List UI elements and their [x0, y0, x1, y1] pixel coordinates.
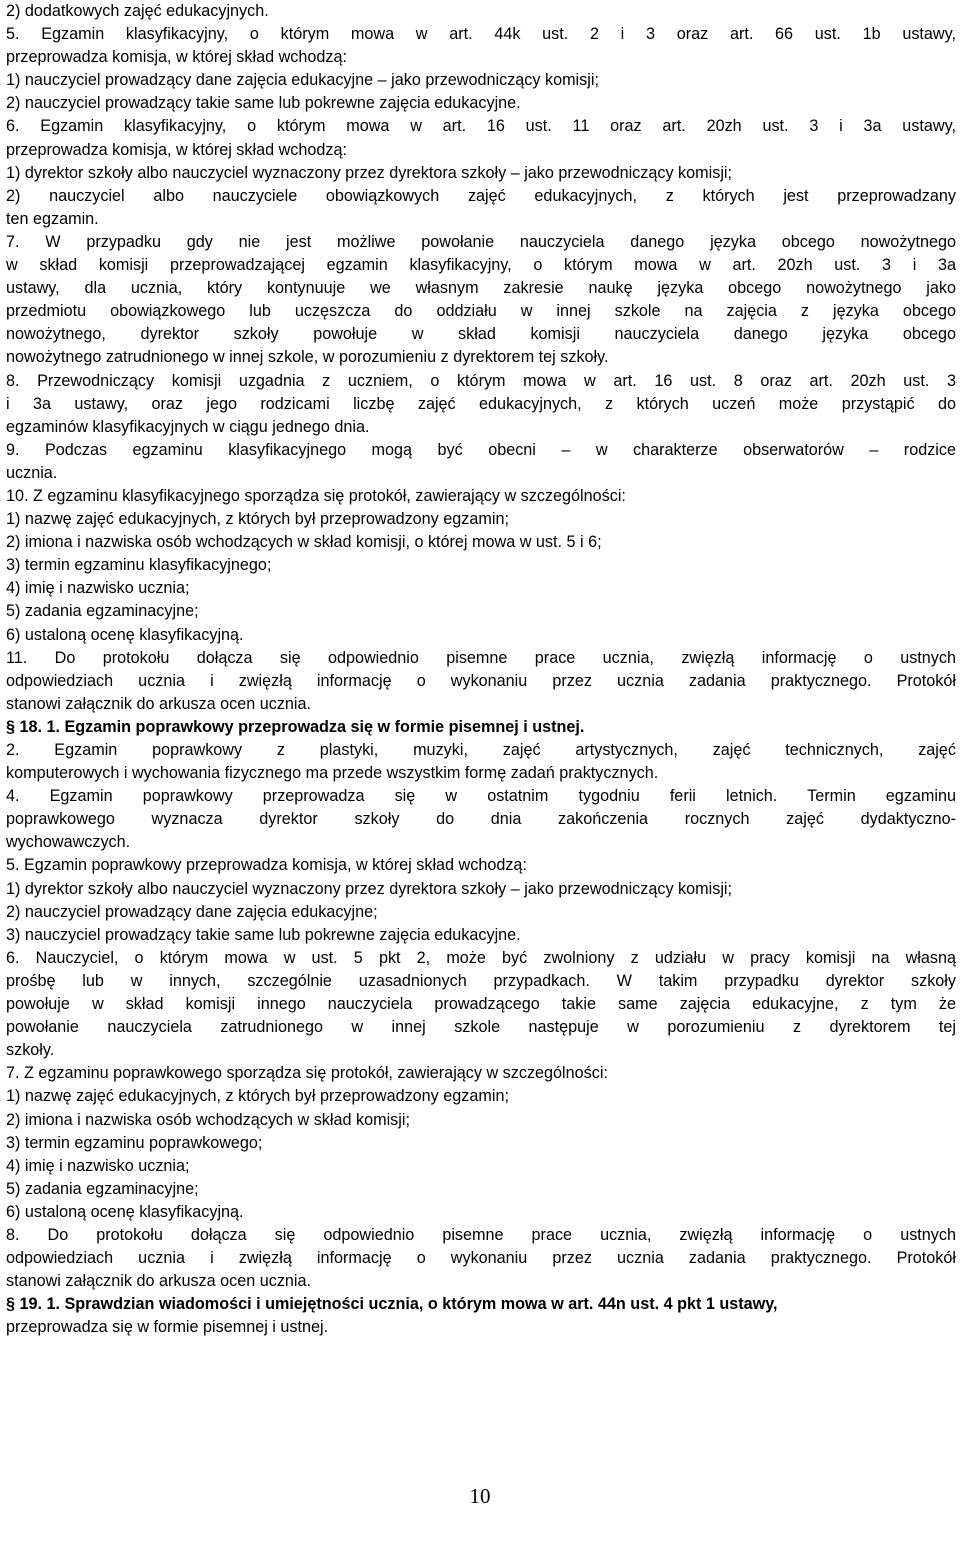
text-line: 2) nauczyciel albo nauczyciele obowiązkowych zajęć edukacyjnych, z których jest przeprowadzany	[6, 186, 956, 205]
text-line: powołanie nauczyciela zatrudnionego w innej szkole następuje w porozumieniu z dyrektorem tej	[6, 1018, 956, 1037]
text-line: prośbę lub w innych, szczególnie uzasadnionych przypadkach. W takim przypadku dyrektor szkoły	[6, 971, 956, 990]
text-line: 7. W przypadku gdy nie jest możliwe powołanie nauczyciela danego języka obcego nowożytnego	[6, 232, 956, 251]
text-line: stanowi załącznik do arkusza ocen ucznia.	[6, 1272, 312, 1291]
text-line: 5. Egzamin klasyfikacyjny, o którym mowa w art. 44k ust. 2 i 3 oraz art. 66 ust. 1b ustawy,	[6, 25, 956, 44]
text-line: 2) dodatkowych zajęć edukacyjnych.	[6, 2, 269, 20]
text-line: 4) imię i nazwisko ucznia;	[6, 1156, 190, 1175]
text-line: szkoły.	[6, 1041, 55, 1060]
text-line: 6. Nauczyciel, o którym mowa w ust. 5 pkt 2, może być zwolniony z udziału w pracy komisji na własną	[6, 948, 956, 967]
page-number: 10	[469, 1484, 491, 1508]
text-line: komputerowych i wychowania fizycznego ma przede wszystkim formę zadań praktycznych.	[6, 764, 659, 783]
section-heading: § 19. 1. Sprawdzian wiadomości i umiejętności ucznia, o którym mowa w art. 44n ust. 4 pkt 1 ustawy,	[6, 1295, 778, 1314]
text-line: 10. Z egzaminu klasyfikacyjnego sporządza się protokół, zawierający w szczególności:	[6, 486, 626, 505]
text-line: odpowiedziach ucznia i zwięzłą informację o wykonaniu przez ucznia zadania praktycznego. Protokół	[6, 1249, 956, 1268]
text-line: wychowawczych.	[6, 833, 131, 852]
document-body	[6, 0, 956, 1339]
text-line: 1) nazwę zajęć edukacyjnych, z których był przeprowadzony egzamin;	[6, 1087, 509, 1106]
text-line: przedmiotu obowiązkowego lub uczęszcza do oddziału w innej szkole na zajęcia z języka obcego	[6, 302, 956, 321]
text-line: stanowi załącznik do arkusza ocen ucznia.	[6, 694, 312, 713]
text-line: 2) nauczyciel prowadzący dane zajęcia edukacyjne;	[6, 902, 378, 921]
text-line: 1) nazwę zajęć edukacyjnych, z których był przeprowadzony egzamin;	[6, 510, 509, 529]
text-line: 3) termin egzaminu poprawkowego;	[6, 1133, 263, 1152]
text-line: 5. Egzamin poprawkowy przeprowadza komisja, w której skład wchodzą:	[6, 856, 527, 875]
text-line: 2) imiona i nazwiska osób wchodzących w skład komisji, o której mowa w ust. 5 i 6;	[6, 533, 602, 552]
text-line: nowożytnego, dyrektor szkoły powołuje w skład komisji nauczyciela danego języka obcego	[6, 325, 956, 344]
section-heading: § 18. 1. Egzamin poprawkowy przeprowadza się w formie pisemnej i ustnej.	[6, 717, 585, 736]
text-line: ten egzamin.	[6, 209, 99, 228]
text-line: 11. Do protokołu dołącza się odpowiednio pisemne prace ucznia, zwięzłą informację o ustnych	[6, 648, 956, 667]
text-line: odpowiedziach ucznia i zwięzłą informację o wykonaniu przez ucznia zadania praktycznego. Protokół	[6, 671, 956, 690]
text-line: 8. Do protokołu dołącza się odpowiednio pisemne prace ucznia, zwięzłą informację o ustnych	[6, 1225, 956, 1244]
text-line: 1) nauczyciel prowadzący dane zajęcia edukacyjne – jako przewodniczący komisji;	[6, 71, 599, 90]
text-line: 6) ustaloną ocenę klasyfikacyjną.	[6, 625, 244, 644]
text-line: 3) nauczyciel prowadzący takie same lub pokrewne zajęcia edukacyjne.	[6, 925, 521, 944]
text-line: 6. Egzamin klasyfikacyjny, o którym mowa w art. 16 ust. 11 oraz art. 20zh ust. 3 i 3a ustawy,	[6, 117, 956, 136]
text-line: 8. Przewodniczący komisji uzgadnia z uczniem, o którym mowa w art. 16 ust. 8 oraz art. 20zh ust. 3	[6, 371, 956, 390]
text-line: 6) ustaloną ocenę klasyfikacyjną.	[6, 1202, 244, 1221]
text-line: 2) nauczyciel prowadzący takie same lub pokrewne zajęcia edukacyjne.	[6, 94, 521, 113]
text-line: 2. Egzamin poprawkowy z plastyki, muzyki, zajęć artystycznych, zajęć technicznych, zajęć	[6, 741, 956, 759]
text-line: 5) zadania egzaminacyjne;	[6, 602, 199, 621]
text-line: w skład komisji przeprowadzającej egzamin klasyfikacyjny, o którym mowa w art. 20zh ust. 3 i 3a	[6, 256, 956, 275]
text-line: egzaminów klasyfikacyjnych w ciągu jednego dnia.	[6, 417, 370, 436]
text-line: ustawy, dla ucznia, który kontynuuje we własnym zakresie naukę języka obcego nowożytnego jako	[6, 279, 956, 298]
text-line: 1) dyrektor szkoły albo nauczyciel wyznaczony przez dyrektora szkoły – jako przewodniczący komisji;	[6, 879, 733, 898]
text-line: przeprowadza komisja, w której skład wchodzą:	[6, 140, 347, 159]
text-line: przeprowadza się w formie pisemnej i ustnej.	[6, 1318, 329, 1337]
text-line: ucznia.	[6, 463, 58, 482]
text-line: 3) termin egzaminu klasyfikacyjnego;	[6, 556, 272, 575]
text-line: 2) imiona i nazwiska osób wchodzących w skład komisji;	[6, 1110, 410, 1129]
text-line: 1) dyrektor szkoły albo nauczyciel wyznaczony przez dyrektora szkoły – jako przewodniczący komisji;	[6, 163, 733, 182]
text-line: 7. Z egzaminu poprawkowego sporządza się protokół, zawierający w szczególności:	[6, 1064, 608, 1083]
text-line: poprawkowego wyznacza dyrektor szkoły do dnia zakończenia rocznych zajęć dydaktyczno-	[6, 810, 956, 829]
text-line: 4) imię i nazwisko ucznia;	[6, 579, 190, 598]
text-line: nowożytnego zatrudnionego w innej szkole, w porozumieniu z dyrektorem tej szkoły.	[6, 348, 609, 367]
text-line: przeprowadza komisja, w której skład wchodzą:	[6, 48, 347, 67]
text-line: i 3a ustawy, oraz jego rodzicami liczbę zajęć edukacyjnych, z których uczeń może przystąpić do	[6, 394, 956, 413]
text-line: powołuje w skład komisji innego nauczyciela prowadzącego takie same zajęcia edukacyjne, z tym że	[6, 995, 956, 1014]
text-line: 4. Egzamin poprawkowy przeprowadza się w ostatnim tygodniu ferii letnich. Termin egzaminu	[6, 787, 956, 806]
text-line: 5) zadania egzaminacyjne;	[6, 1179, 199, 1198]
text-line: 9. Podczas egzaminu klasyfikacyjnego mogą być obecni – w charakterze obserwatorów – rodzice	[6, 440, 956, 459]
